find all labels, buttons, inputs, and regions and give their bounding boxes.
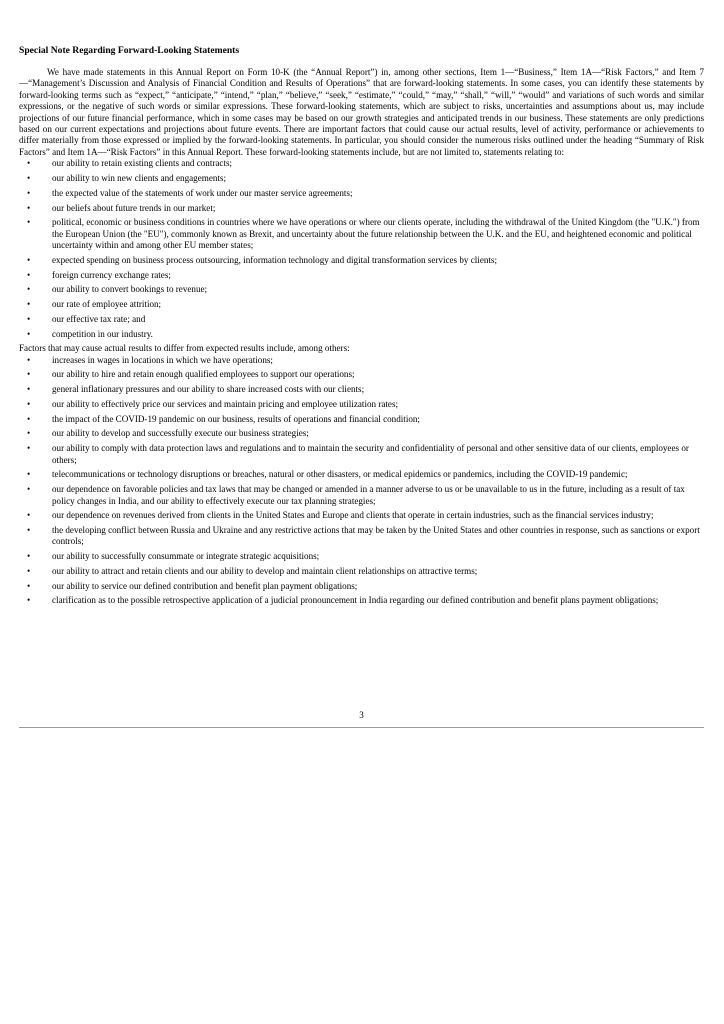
bullet-icon: • xyxy=(27,443,31,454)
bullet-icon: • xyxy=(27,187,31,198)
list-item xyxy=(19,173,704,184)
list-item xyxy=(19,414,704,425)
list-item-text: clarification as to the possible retrospective application of a judicial pronouncement in India regarding our defined contribution and benefit plans payment obligations; xyxy=(52,595,659,606)
bullet-icon: • xyxy=(27,313,31,324)
list-item-text: our ability to convert bookings to revenue; xyxy=(52,284,208,295)
list-item-text: our effective tax rate; and xyxy=(52,313,146,324)
factors-lead: Factors that may cause actual results to differ from expected results include, among others: xyxy=(19,343,350,354)
list-item xyxy=(19,428,704,439)
factors-list xyxy=(19,355,704,607)
intro-paragraph: We have made statements in this Annual Report on Form 10-K (the “Annual Report”) in, among other sections, Item 1—“Business,” Item 1A—“Risk Factors,” and Item 7—“Management’s Discussion and Analysis of Financial Condition and Results of Operations” that are forward-looking statements. In some cases, you can identify these statements by forward-looking terms such as “expect,” “anticipate,” “intend,” “plan,” “believe,” “seek,” “estimate,” “could,” “may,” “shall,” “will,” “would” and variations of such words and similar expressions, or the negative of such words or similar expressions. These forward-looking statements, which are subject to risks, uncertainties and assumptions about us, may include projections of our future financial performance, which in some cases may be based on our growth strategies and anticipated trends in our business. These statements are only predictions based on our current expectations and projections about future events. There are important factors that could cause our actual results, level of activity, performance or achievements to differ materially from those expressed or implied by the forward-looking statements. In particular, you should consider the numerous risks outlined under the heading “Summary of Risk Factors” and Item 1A—“Risk Factors” in this Annual Report. These forward-looking statements include, but are not limited to, statements relating to: xyxy=(19,67,704,157)
list-item-text: foreign currency exchange rates; xyxy=(52,269,171,280)
list-item xyxy=(19,188,704,199)
bullet-icon: • xyxy=(27,354,31,365)
list-item-text: our dependence on favorable policies and tax laws that may be changed or amended in a manner adverse to us or be unavailable to us in the future, including as a result of tax policy changes in India, and our ability to effectively execute our tax planning strategies; xyxy=(52,484,685,506)
list-item-text: the developing conflict between Russia and Ukraine and any restrictive actions that may be taken by the United States and other countries in response, such as sanctions or export controls; xyxy=(52,525,700,547)
list-item xyxy=(19,384,704,395)
bullet-icon: • xyxy=(27,565,31,576)
list-item-text: our ability to hire and retain enough qualified employees to support our operations; xyxy=(52,369,355,380)
list-item xyxy=(19,551,704,562)
list-item-text: competition in our industry. xyxy=(52,328,153,339)
list-item-text: our ability to attract and retain clients and our ability to develop and maintain client relationships on attractive terms; xyxy=(52,565,478,576)
list-item-text: our ability to comply with data protection laws and regulations and to maintain the security and confidentiality of personal and other sensitive data of our clients, employees or others; xyxy=(52,443,689,465)
page-footer xyxy=(19,709,704,736)
bullet-icon: • xyxy=(27,328,31,339)
bullet-icon: • xyxy=(27,398,31,409)
list-item xyxy=(19,355,704,366)
bullet-icon: • xyxy=(27,217,31,228)
bullet-icon: • xyxy=(27,202,31,213)
bullet-icon: • xyxy=(27,428,31,439)
bullet-icon: • xyxy=(27,369,31,380)
list-item xyxy=(19,270,704,281)
bullet-icon: • xyxy=(27,484,31,495)
bullet-icon: • xyxy=(27,158,31,169)
list-item-text: the impact of the COVID-19 pandemic on our business, results of operations and financial condition; xyxy=(52,413,420,424)
list-item-text: expected spending on business process outsourcing, information technology and digital transformation services by clients; xyxy=(52,254,497,265)
list-item xyxy=(19,329,704,340)
bullet-icon: • xyxy=(27,413,31,424)
list-item-text: our rate of employee attrition; xyxy=(52,299,162,310)
list-item xyxy=(19,595,704,606)
bullet-icon: • xyxy=(27,551,31,562)
bullet-icon: • xyxy=(27,469,31,480)
list-item-text: our ability to win new clients and engagements; xyxy=(52,173,227,183)
footer-divider xyxy=(19,727,704,728)
bullet-icon: • xyxy=(27,525,31,536)
list-item-text: political, economic or business conditions in countries where we have operations or where our clients operate, including the withdrawal of the United Kingdom (the "U.K.") from the European Union (the "EU"), commonly known as Brexit, and uncertainty about the future relationship between the U.K. and the EU, and heightened economic and political uncertainty within and among other EU member states; xyxy=(52,217,700,251)
list-item xyxy=(19,299,704,310)
list-item-text: our dependence on revenues derived from clients in the United States and Europe and clients that operate in certain industries, such as the financial services industry; xyxy=(52,510,654,521)
statements-list xyxy=(19,158,704,340)
list-item-text: increases in wages in locations in which we have operations; xyxy=(52,354,273,365)
list-item xyxy=(19,399,704,410)
list-item xyxy=(19,284,704,295)
list-item-text: our ability to successfully consummate or integrate strategic acquisitions; xyxy=(52,551,320,562)
bullet-icon: • xyxy=(27,580,31,591)
list-item xyxy=(19,369,704,380)
bullet-icon: • xyxy=(27,384,31,395)
list-item-text: our ability to service our defined contribution and benefit plan payment obligations; xyxy=(52,580,358,591)
bullet-icon: • xyxy=(27,284,31,295)
list-item xyxy=(19,525,704,548)
list-item-text: the expected value of the statements of work under our master service agreements; xyxy=(52,187,353,198)
list-item xyxy=(19,510,704,521)
list-item xyxy=(19,484,704,507)
list-item xyxy=(19,566,704,577)
list-item-text: telecommunications or technology disruptions or breaches, natural or other disasters, or medical epidemics or pandemics, including the COVID-19 pandemic; xyxy=(52,469,628,480)
list-item xyxy=(19,255,704,266)
list-item xyxy=(19,203,704,214)
list-item xyxy=(19,314,704,325)
list-item xyxy=(19,158,704,169)
list-item-text: general inflationary pressures and our ability to share increased costs with our clients; xyxy=(52,384,365,395)
bullet-icon: • xyxy=(27,595,31,606)
list-item-text: our ability to develop and successfully execute our business strategies; xyxy=(52,428,309,439)
page-number: 3 xyxy=(359,710,364,720)
section-heading: Special Note Regarding Forward-Looking Statements xyxy=(19,45,240,56)
list-item xyxy=(19,581,704,592)
document-page xyxy=(19,45,704,610)
list-item-text: our ability to retain existing clients and contracts; xyxy=(52,158,233,169)
list-item-text: our ability to effectively price our services and maintain pricing and employee utilization rates; xyxy=(52,398,399,409)
bullet-icon: • xyxy=(27,254,31,265)
bullet-icon: • xyxy=(27,173,31,183)
bullet-icon: • xyxy=(27,510,31,521)
list-item xyxy=(19,469,704,480)
bullet-icon: • xyxy=(27,269,31,280)
list-item xyxy=(19,217,704,251)
list-item-text: our beliefs about future trends in our market; xyxy=(52,202,216,213)
bullet-icon: • xyxy=(27,299,31,310)
list-item xyxy=(19,443,704,466)
